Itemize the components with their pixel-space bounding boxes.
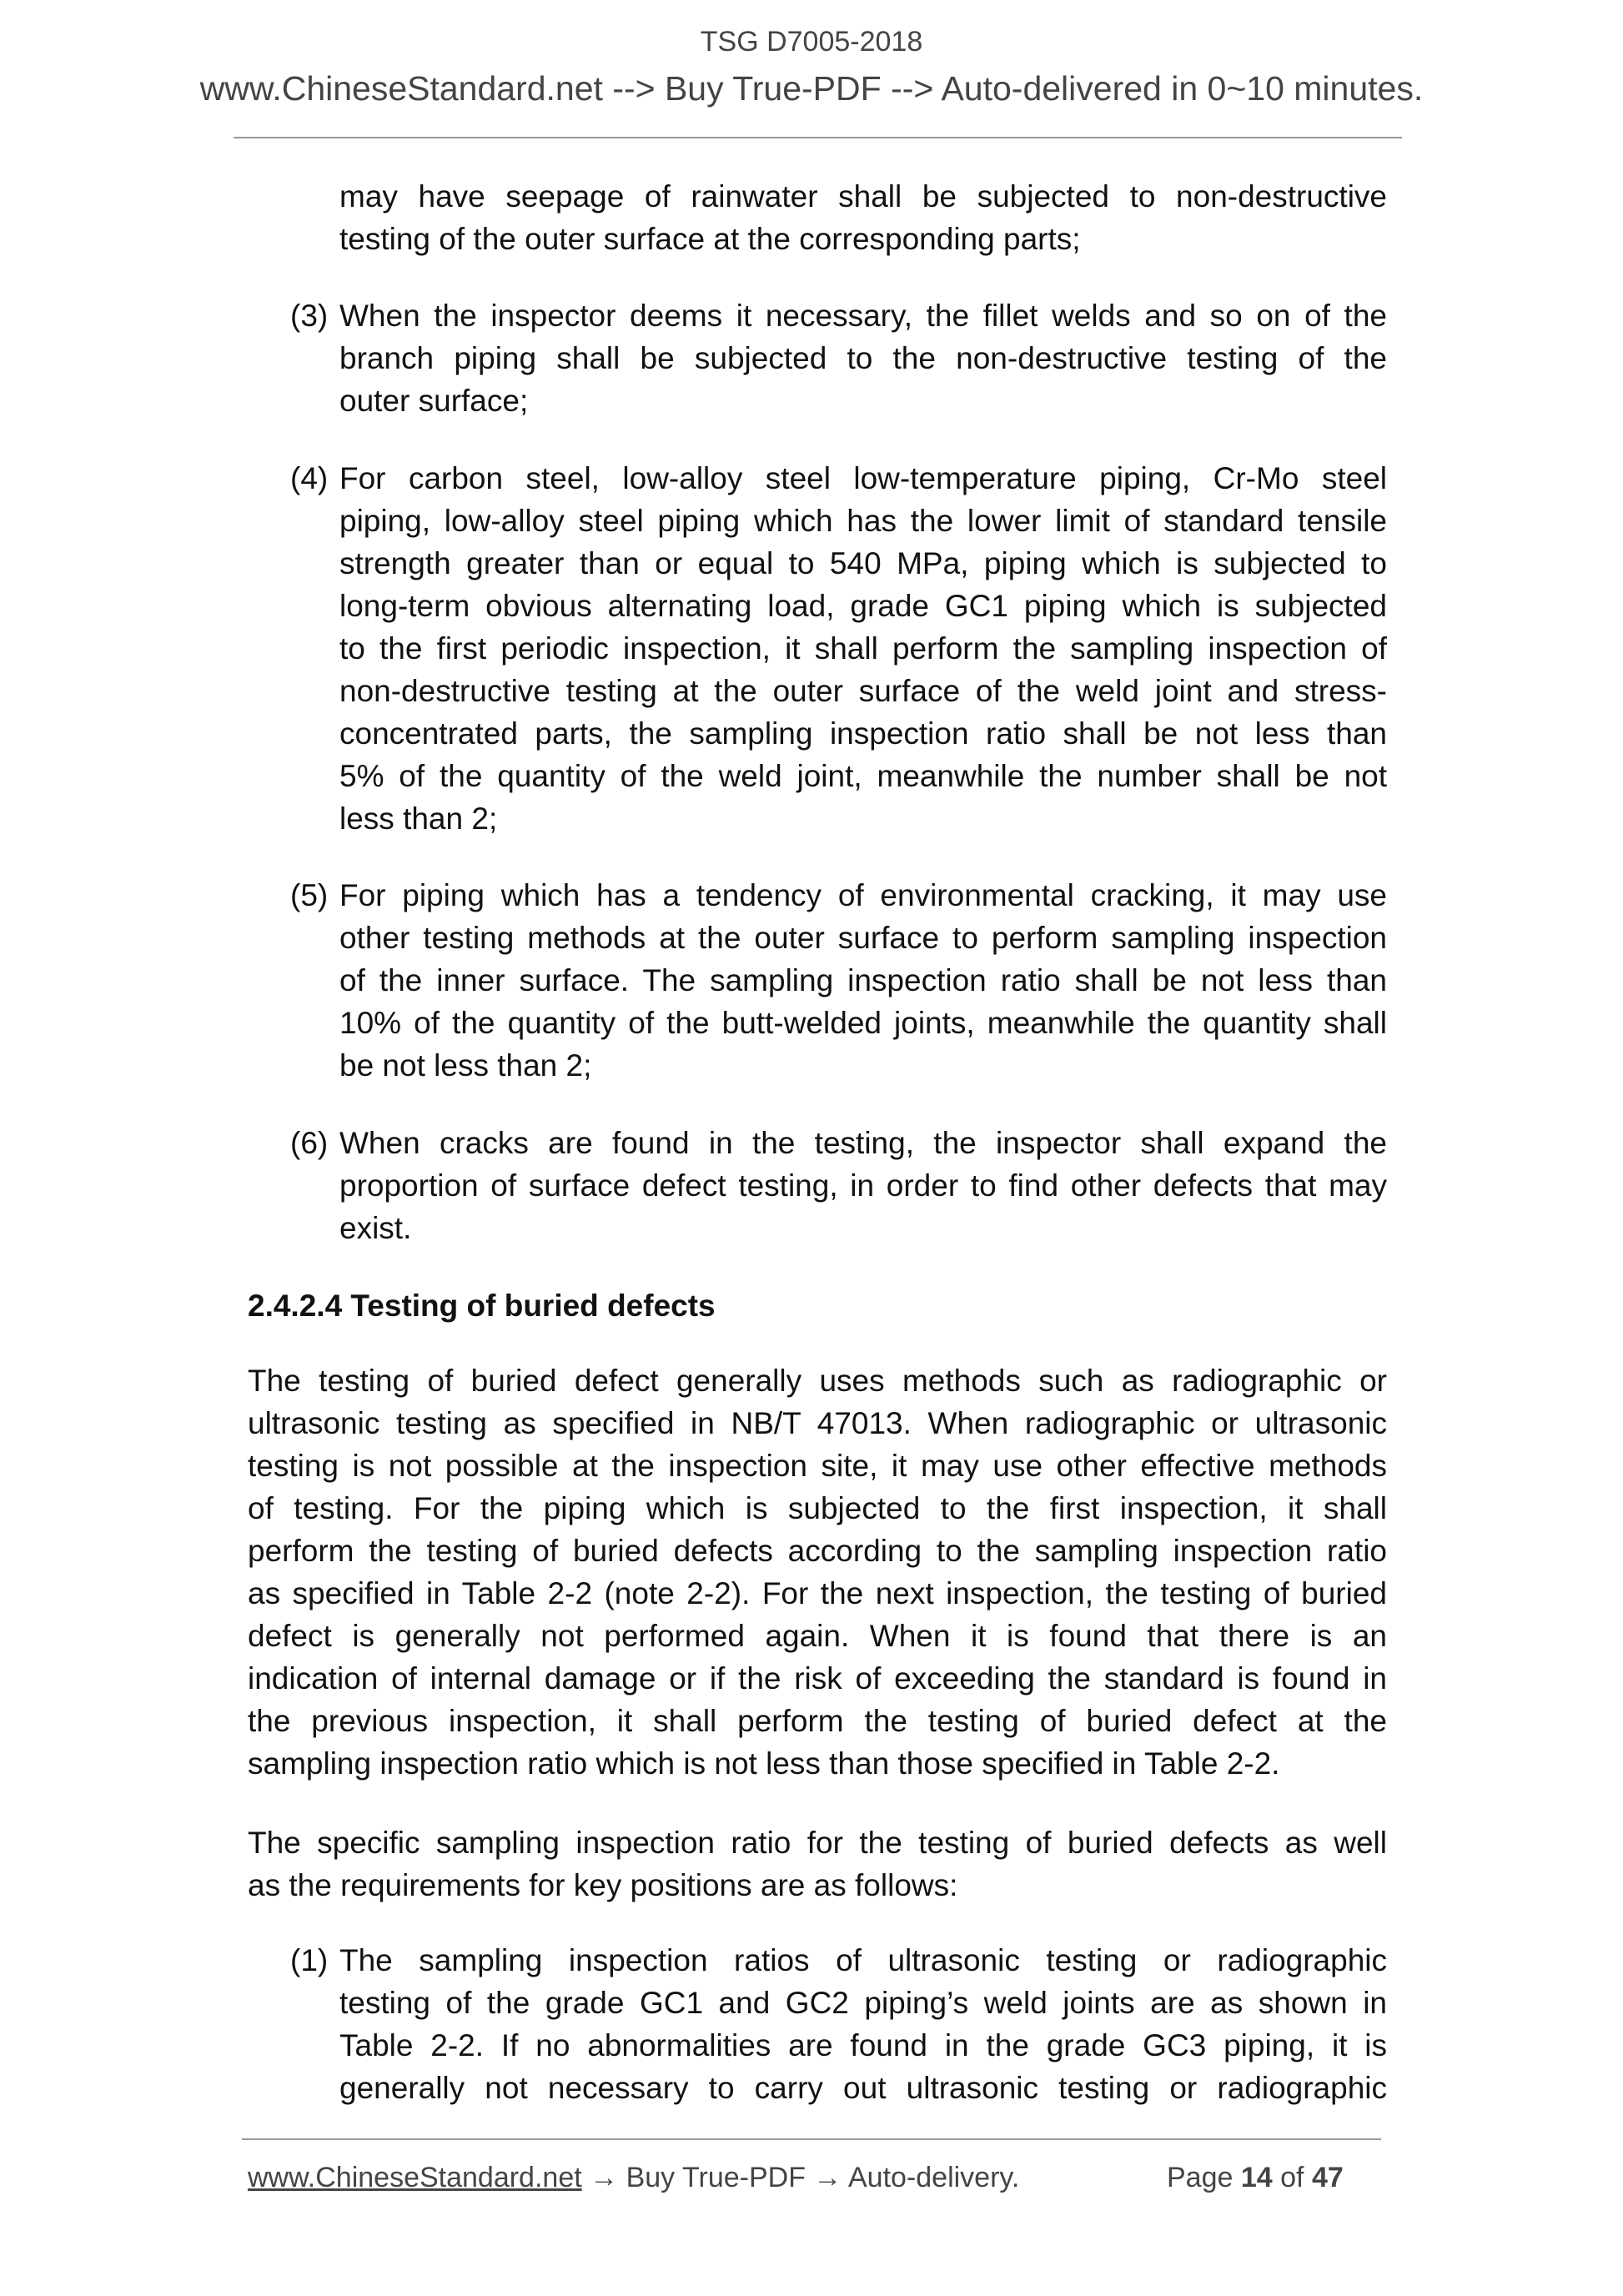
paragraph (248, 1359, 1387, 1785)
page-number: 14 (1240, 2162, 1273, 2193)
list-item (290, 874, 1387, 1087)
page-label: Page (1167, 2162, 1234, 2193)
text-line: strength greater than or equal to 540 MPa, piping which is subjected to (339, 546, 1387, 580)
text-line: testing is not possible at the inspection site, it may use other effective methods (248, 1449, 1387, 1483)
text-line: other testing methods at the outer surface to perform sampling inspection (339, 921, 1387, 955)
text-line: indication of internal damage or if the risk of exceeding the standard is found in (248, 1661, 1387, 1696)
page-total: 47 (1311, 2162, 1344, 2193)
text-line: When cracks are found in the testing, the inspector shall expand the (339, 1126, 1387, 1160)
list-marker: (1) (290, 1943, 329, 1977)
footer-link[interactable]: www.ChineseStandard.net (248, 2162, 582, 2193)
text-line: For carbon steel, low-alloy steel low-temperature piping, Cr-Mo steel (339, 461, 1387, 495)
text-line: the previous inspection, it shall perform the testing of buried defect at the (248, 1704, 1387, 1738)
text-line: less than 2; (339, 801, 498, 836)
text-line: long-term obvious alternating load, grade GC1 piping which is subjected (339, 589, 1387, 623)
text-line: piping, low-alloy steel piping which has the lower limit of standard tensile (339, 504, 1387, 538)
paragraph (248, 1821, 1387, 1907)
text-line: branch piping shall be subjected to the non-destructive testing of the (339, 341, 1387, 375)
text-line: outer surface; (339, 384, 529, 418)
text-line: concentrated parts, the sampling inspection ratio shall be not less than (339, 716, 1387, 751)
text-line: testing of the grade GC1 and GC2 piping’s weld joints are as shown in (339, 1986, 1387, 2020)
list-marker: (4) (290, 461, 329, 495)
list-marker: (3) (290, 299, 329, 333)
footer-left (248, 2162, 1019, 2194)
text-line: defect is generally not performed again. When it is found that there is an (248, 1619, 1387, 1653)
text-line: testing of the outer surface at the corresponding parts; (339, 222, 1081, 256)
text-line: of testing. For the piping which is subjected to the first inspection, it shall (248, 1491, 1387, 1525)
text-line: as the requirements for key positions are as follows: (248, 1868, 958, 1902)
list-marker: (6) (290, 1126, 329, 1160)
text-line: 10% of the quantity of the butt-welded joints, meanwhile the quantity shall (339, 1006, 1387, 1040)
text-line: sampling inspection ratio which is not less than those specified in Table 2-2. (248, 1746, 1280, 1781)
text-line: proportion of surface defect testing, in order to find other defects that may (339, 1168, 1387, 1203)
text-line: The testing of buried defect generally uses methods such as radiographic or (248, 1364, 1387, 1398)
text-line: generally not necessary to carry out ultrasonic testing or radiographic (339, 2071, 1387, 2105)
text-line: The specific sampling inspection ratio for the testing of buried defects as well (248, 1826, 1387, 1860)
text-line: The sampling inspection ratios of ultrasonic testing or radiographic (339, 1943, 1387, 1977)
text-line: be not less than 2; (339, 1048, 592, 1083)
list-marker: (5) (290, 878, 329, 912)
text-line: non-destructive testing at the outer surface of the weld joint and stress- (339, 674, 1387, 708)
list-item (290, 457, 1387, 840)
footer-tagline: → Buy True-PDF → Auto-delivery. (581, 2162, 1020, 2193)
text-line: exist. (339, 1211, 412, 1245)
list-item (290, 1122, 1387, 1249)
document-code: TSG D7005-2018 (700, 26, 923, 58)
header-banner: www.ChineseStandard.net --> Buy True-PDF --> Auto-delivered in 0~10 minutes. (199, 69, 1424, 108)
text-line: ultrasonic testing as specified in NB/T 47013. When radiographic or ultrasonic (248, 1406, 1387, 1440)
text-line: of the inner surface. The sampling inspection ratio shall be not less than (339, 963, 1387, 997)
text-line: 5% of the quantity of the weld joint, meanwhile the number shall be not (339, 759, 1387, 793)
section-heading (248, 1284, 1387, 1327)
text-line: may have seepage of rainwater shall be subjected to non-destructive (339, 179, 1387, 214)
list-item (290, 294, 1387, 422)
text-line: 2.4.2.4 Testing of buried defects (248, 1289, 716, 1323)
list-item (290, 1939, 1387, 2109)
page-indicator (1167, 2162, 1344, 2194)
header-divider (234, 137, 1402, 138)
text-line: as specified in Table 2-2 (note 2-2). For the next inspection, the testing of buried (248, 1576, 1387, 1610)
text-line: For piping which has a tendency of environmental cracking, it may use (339, 878, 1387, 912)
text-line: to the first periodic inspection, it shall perform the sampling inspection of (339, 631, 1387, 666)
text-line: When the inspector deems it necessary, the fillet welds and so on of the (339, 299, 1387, 333)
text-line: Table 2-2. If no abnormalities are found in the grade GC3 piping, it is (339, 2028, 1387, 2062)
paragraph (339, 175, 1387, 260)
footer-divider (242, 2138, 1381, 2140)
text-line: perform the testing of buried defects according to the sampling inspection ratio (248, 1534, 1387, 1568)
of-label: of (1280, 2162, 1304, 2193)
